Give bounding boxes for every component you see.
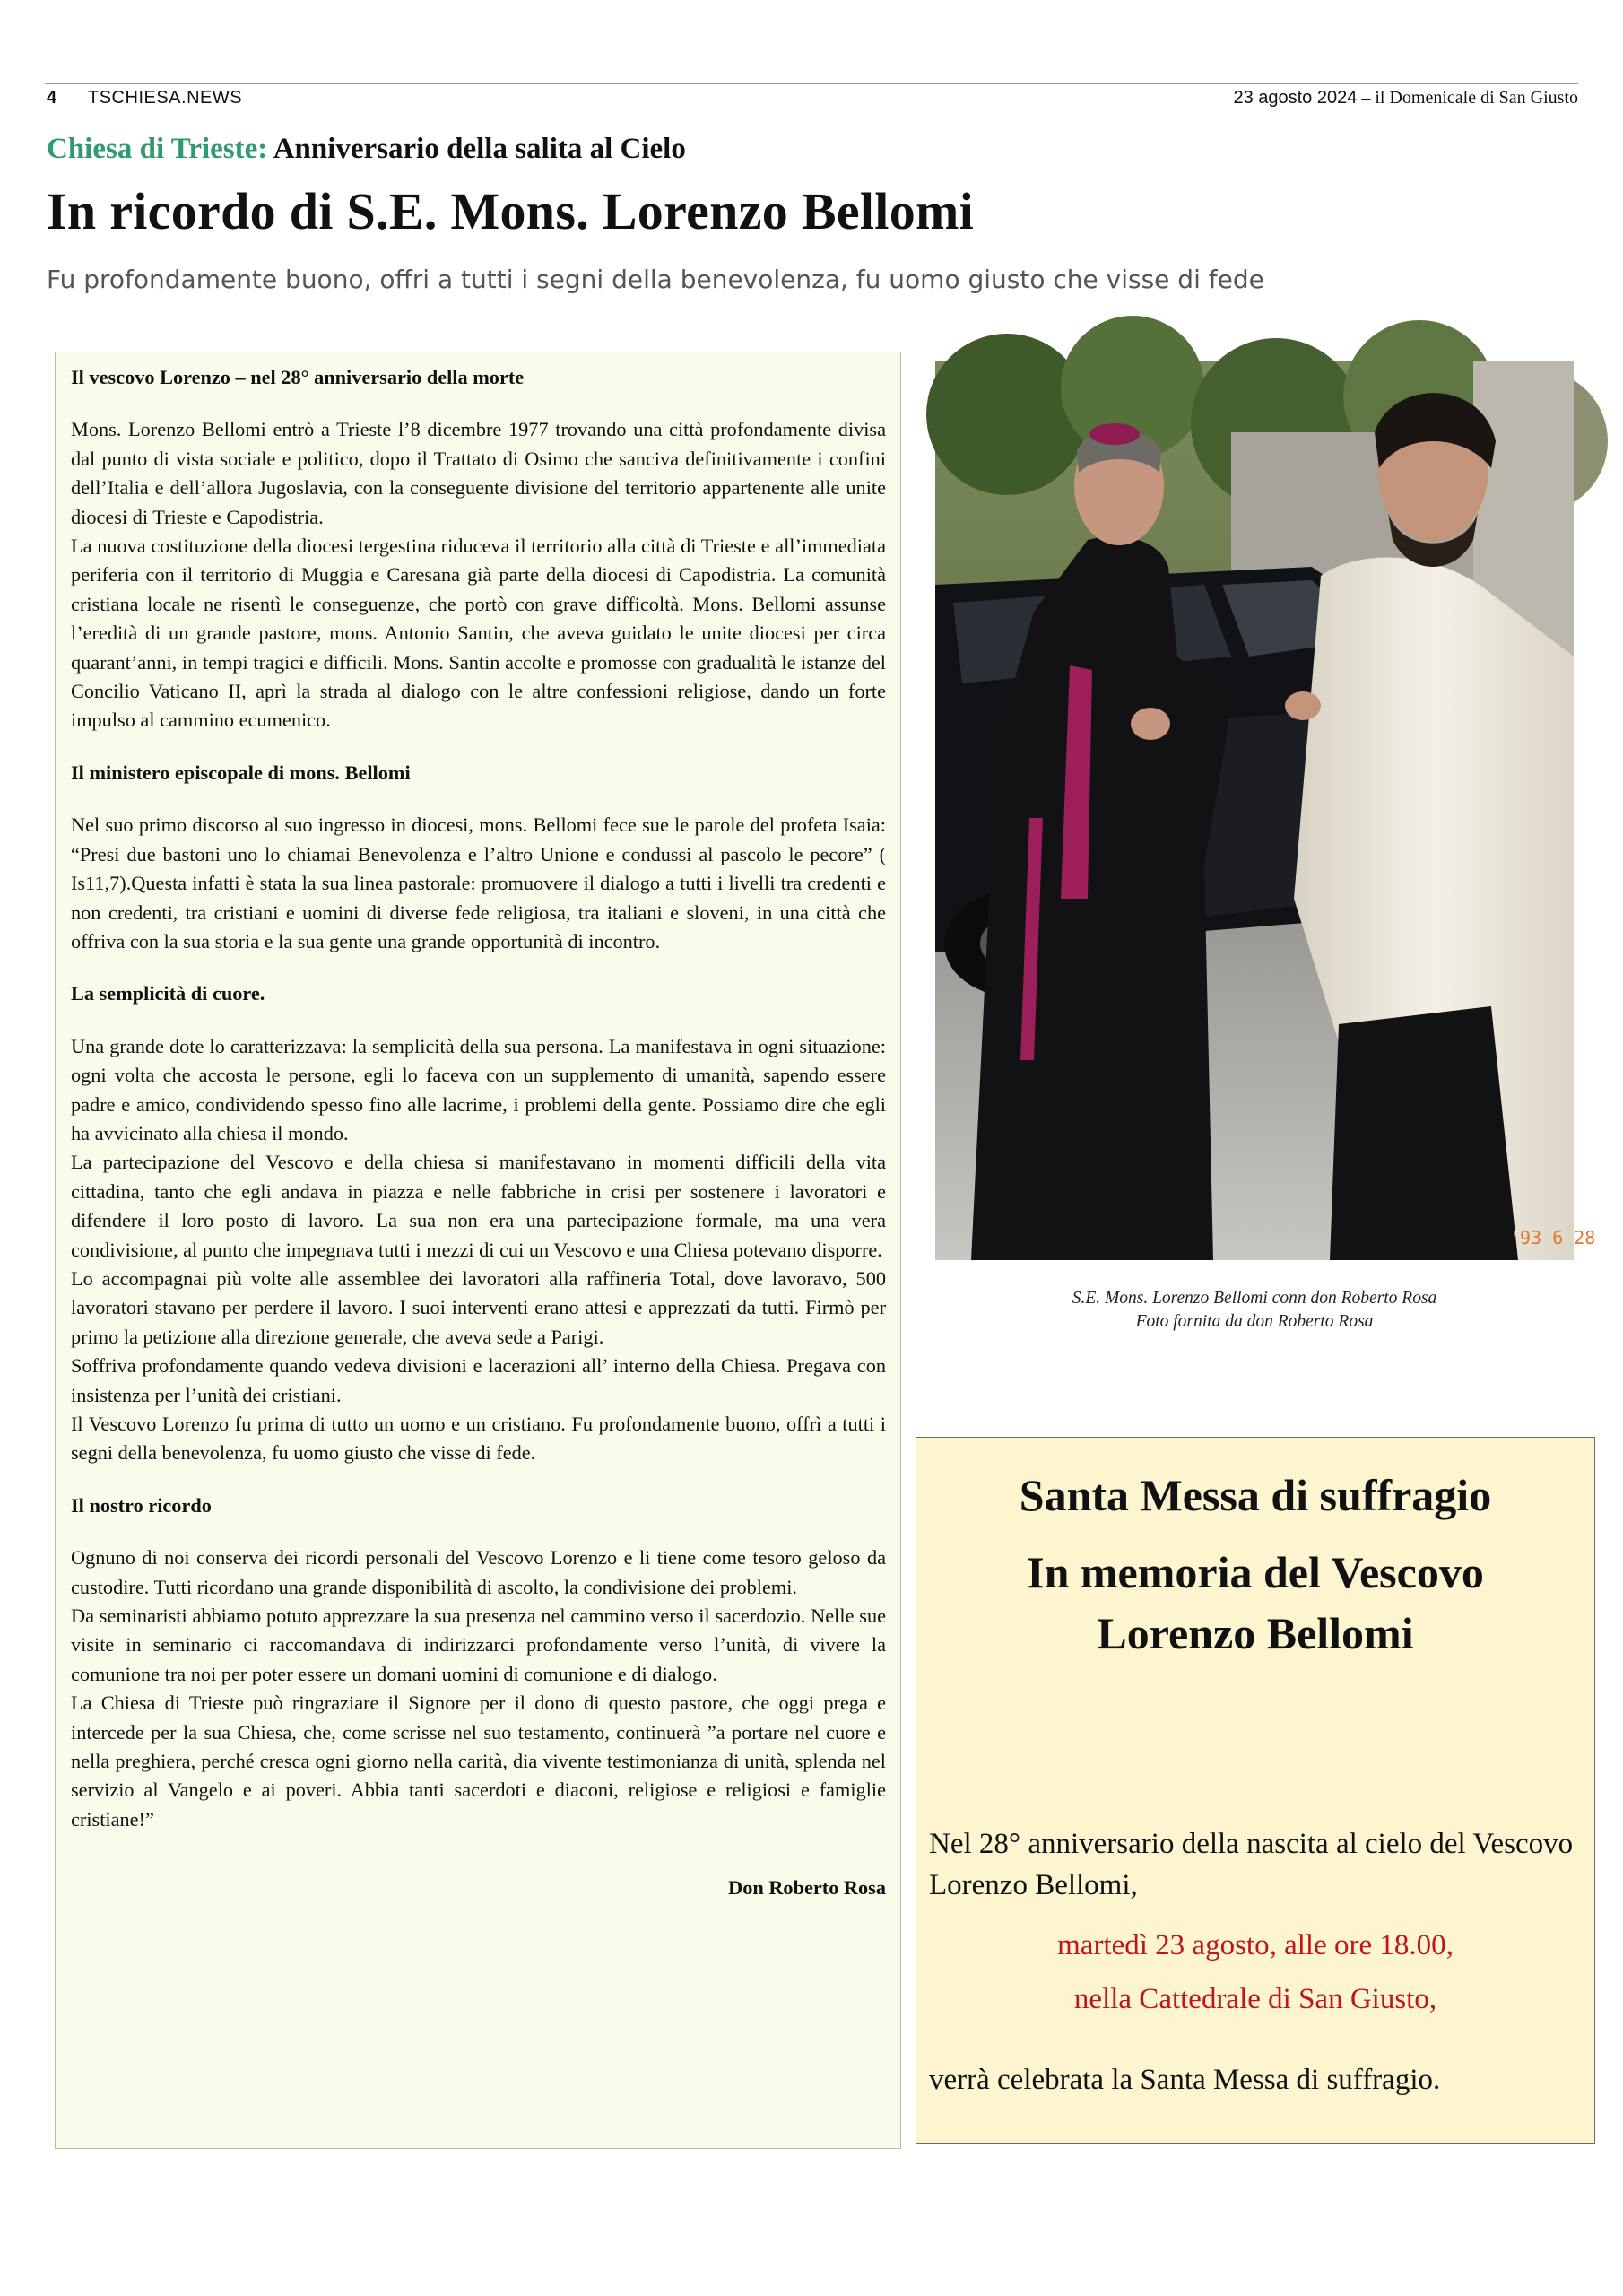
issue-date (1233, 88, 1578, 109)
article-paragraph: Lo accompagnai più volte alle assemblee dei lavoratori alla raffineria Total, dove lavoravo, 500 lavoratori stavano per perdere il lavoro. I suoi interventi erano attesi e apprezzati da tutti. Firmò per primo la petizione alla direzione generale, che aveva sede a Parigi. (71, 1266, 886, 1348)
caption-line: Foto fornita da don Roberto Rosa (1135, 1312, 1374, 1331)
page-number: 4 (47, 88, 57, 108)
article-paragraph: Soffriva profondamente quando vedeva divisioni e lacerazioni all’ interno della Chiesa. Pregava con insistenza per l’unità dei cristiani. (71, 1354, 886, 1406)
article-section (71, 811, 886, 956)
article-heading: Il nostro ricordo (71, 1493, 212, 1517)
article-heading: Il ministero episcopale di mons. Bellomi (71, 761, 411, 784)
photo-date-stamp: '93 6 28 (1509, 1227, 1596, 1248)
article-section (71, 1544, 886, 1834)
article-paragraph: Il Vescovo Lorenzo fu prima di tutto un uomo e un cristiano. Fu profondamente buono, offrì a tutti i segni della benevolenza, fu uomo giusto che visse di fede. (71, 1413, 886, 1465)
article-paragraph: Ognuno di noi conserva dei ricordi personali del Vescovo Lorenzo e li tiene come tesoro geloso da custodire. Tutti ricordano una grande disponibilità di ascolto, la condivisione dei problemi. (71, 1546, 886, 1598)
date-text: 23 agosto 2024 (1233, 88, 1358, 108)
article-heading: La semplicità di cuore. (71, 982, 265, 1005)
article-paragraph: Nel suo primo discorso al suo ingresso in diocesi, mons. Bellomi fece sue le parole del profeta Isaia: “Presi due bastoni uno lo chiamai Benevolenza e l’altro Unione e condussi al pascolo le pecore” ( Is11,7).Questa infatti è stata la sua linea pastorale: promuovere il dialogo a tutti i livelli tra credenti e non credenti, tra cristiani e uomini di diverse fede religiosa, tra italiani e sloveni, in una città che offriva con la sua storia e la sua gente una grande opportunità di incontro. (71, 813, 886, 952)
kicker-text: Anniversario della salita al Cielo (267, 133, 686, 165)
article-signature: Don Roberto Rosa (728, 1876, 886, 1900)
kicker-section: Chiesa di Trieste: (47, 133, 268, 165)
caption-line: S.E. Mons. Lorenzo Bellomi conn don Roberto Rosa (1072, 1289, 1437, 1308)
kicker (47, 133, 686, 166)
article-heading: Il vescovo Lorenzo – nel 28° anniversario della morte (71, 366, 525, 388)
article-paragraph: La nuova costituzione della diocesi tergestina riduceva il territorio alla città di Trieste e all’immediata periferia con il territorio di Muggia e Caresana già parte della diocesi di Capodistria. La comunità cristiana locale ne risentì le conseguenze, che portò con grave difficoltà. Mons. Bellomi assunse l’eredità di un grande pastore, mons. Antonio Santin, che aveva guidato le unite diocesi per circa quarant’anni, in tempi tragici e difficili. Mons. Santin accolte e promosse con gradualità le istanze del Concilio Vaticano II, aprì la strada al dialogo con le altre confessioni religiose, dando un forte impulso al cammino ecumenico. (71, 535, 886, 732)
article-section (71, 415, 886, 735)
article-box (55, 352, 901, 2149)
date-separator: – (1357, 88, 1376, 108)
photo-bishop-and-priest (935, 361, 1596, 1260)
article-paragraph: Una grande dote lo caratterizzava: la semplicità della sua persona. La manifestava in ogni situazione: ogni volta che accosta le persone, egli lo faceva con un supplemento di umanità, sapendo essere padre e amico, condividendo spesso fino alle lacrime, i problemi della gente. Possiamo dire che egli ha avvicinato alla chiesa il mondo. (71, 1034, 886, 1144)
mass-title: Santa Messa di suffragio (1019, 1470, 1492, 1520)
article-paragraph: Da seminaristi abbiamo potuto apprezzare la sua presenza nel cammino verso il sacerdozio. Nelle sue visite in seminario ci raccomandava di indirizzarci profondamente verso l’unità, di vivere la comunione tra noi per poter essere un domani uomini di comunione e di dialogo. (71, 1605, 886, 1685)
publication-name: il Domenicale di San Giusto (1375, 88, 1578, 108)
site-name: TSCHIESA.NEWS (88, 88, 243, 108)
article-paragraph: Mons. Lorenzo Bellomi entrò a Trieste l’8 dicembre 1977 trovando una città profondamente divisa dal punto di vista sociale e politico, dopo il Trattato di Osimo che sanciva definitivamente i confini dell’Italia e dell’allora Jugoslavia, con la conseguente divisione del territorio appartenente alle unite diocesi di Trieste e Capodistria. (71, 418, 886, 528)
subtitle: Fu profondamente buono, offri a tutti i segni della benevolenza, fu uomo giusto che visse di fede (47, 265, 1264, 294)
header-rule (45, 83, 1578, 84)
mass-location: nella Cattedrale di San Giusto, (1073, 1983, 1437, 2015)
mass-closing: verrà celebrata la Santa Messa di suffragio. (929, 2064, 1441, 2096)
mass-intro: Nel 28° anniversario della nascita al cielo del Vescovo Lorenzo Bellomi, (929, 1828, 1574, 1901)
article-paragraph: La partecipazione del Vescovo e della chiesa si manifestavano in momenti difficili della vita cittadina, tanto che egli andava in piazza e nelle fabbriche in crisi per sostenere i lavoratori e difendere il loro posto di lavoro. La sua non era una partecipazione formale, ma una vera condivisione, al punto che impegnava tutti i mezzi di cui un Vescovo e una Chiesa potevano disporre. (71, 1151, 886, 1261)
article-paragraph: La Chiesa di Trieste può ringraziare il Signore per il dono di questo pastore, che oggi prega e intercede per la sua Chiesa, che, come scrisse nel suo testamento, continuerà ”a portare nel cuore e nella preghiera, perché cresca ogni giorno nella carità, dia vivente testimonianza di unità, splenda nel servizio al Vangelo e ai poveri. Abbia tanti sacerdoti e diaconi, religiose e religiosi e famiglie cristiane!” (71, 1692, 886, 1831)
article-section (71, 1032, 886, 1468)
mass-datetime: martedì 23 agosto, alle ore 18.00, (1057, 1929, 1454, 1961)
mass-bishop-name: Lorenzo Bellomi (1097, 1608, 1414, 1658)
photo-caption (935, 1287, 1574, 1334)
page-title: In ricordo di S.E. Mons. Lorenzo Bellomi (47, 182, 975, 240)
mass-subtitle: In memoria del Vescovo (1027, 1547, 1484, 1597)
mass-announcement (916, 1437, 1595, 2144)
